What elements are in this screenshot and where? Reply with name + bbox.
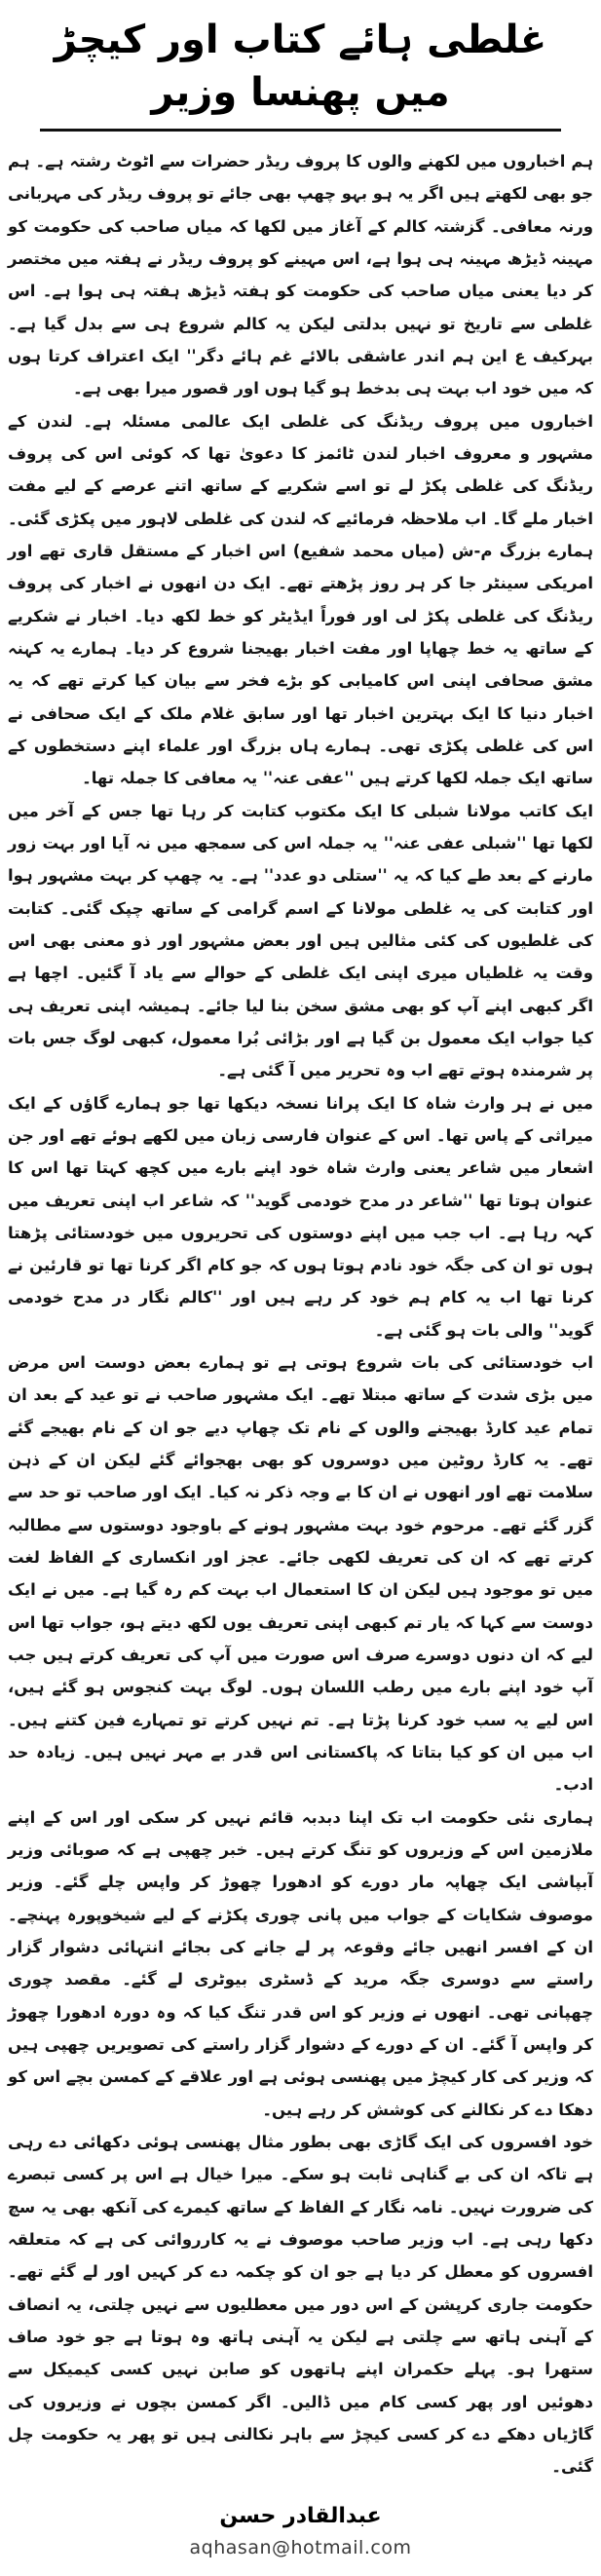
article-paragraph: ہم اخباروں میں لکھنے والوں کا پروف ریڈر حضرات سے اٹوٹ رشتہ ہے۔ ہم جو بھی لکھتے ہیں اگر یہ ہو بہو چھپ بھی جائے تو پروف ریڈر کی مہربانی ورنہ معافی۔ گزشتہ کالم کے آغاز میں لکھا کہ میاں صاحب کی حکومت کو مہینہ ڈیڑھ مہینہ ہی ہوا ہے، اس مہینے کو پروف ریڈر نے ہفتہ میں مختصر کر دیا یعنی میاں صاحب کی حکومت کو ہفتہ ڈیڑھ ہفتہ ہی ہوا ہے۔ اس غلطی سے تاریخ تو نہیں بدلتی لیکن یہ کالم شروع ہی سے بدل گیا ہے۔ بہرکیف ع این ہم اندر عاشقی بالائے غم ہائے دگر'' ایک اعتراف کرتا ہوں کہ میں خود اب بہت ہی بدخط ہو گیا ہوں اور قصور میرا بھی ہے۔ bbox=[8, 152, 593, 398]
author-signature: عبدالقادر حسن bbox=[219, 2503, 382, 2528]
article-paragraph: ہماری نئی حکومت اب تک اپنا دبدبہ قائم نہیں کر سکی اور اس کے اپنے ملازمین اس کے وزیروں کو تنگ کرتے ہیں۔ خبر چھپی ہے کہ صوبائی وزیر آبپاشی ایک چھاپہ مار دورے کو ادھورا چھوڑ کر واپس چلے گئے۔ وزیر موصوف شکایات کے جواب میں پانی چوری پکڑنے کے لیے شیخوپورہ پہنچے۔ ان کے افسر انھیں جائے وقوعہ پر لے جانے کی بجائے انتہائی دشوار گزار راستے سے دوسری جگہ مرید کے ڈسٹری بیوٹری لے گئے۔ مقصد چوری چھپانی تھی۔ انھوں نے وزیر کو اس قدر تنگ کیا کہ وہ دورہ ادھورا چھوڑ کر واپس آ گئے۔ ان کے دورے کے دشوار گزار راستے کی تصویریں چھپی ہیں کہ وزیر کی کار کیچڑ میں پھنسی ہوئی ہے اور علاقے کے کمسن بچے اس کو دھکا دے کر نکالنے کی کوشش کر رہے ہیں۔ bbox=[8, 1807, 593, 2119]
article-paragraph: خود افسروں کی ایک گاڑی بھی بطور مثال پھنسی ہوئی دکھائی دے رہی ہے تاکہ ان کی بے گناہی ثابت ہو سکے۔ میرا خیال ہے اس پر کسی تبصرے کی ضرورت نہیں۔ نامہ نگار کے الفاظ کے ساتھ کیمرے کی آنکھ بھی یہ سچ دکھا رہی ہے۔ اب وزیر صاحب موصوف نے یہ کارروائی کی ہے کہ متعلقہ افسروں کو معطل کر دیا ہے جو ان کو چکمہ دے کر کہیں اور لے گئے تھے۔ حکومت جاری کرپشن کے اس دور میں معطلیوں سے نہیں چلتی، یہ انصاف کے آہنی ہاتھ سے چلتی ہے لیکن یہ آہنی ہاتھ وہ ہوتا ہے جو خود صاف ستھرا ہو۔ پہلے حکمران اپنے ہاتھوں کو صابن نہیں کسی کیمیکل سے دھوئیں اور پھر کسی کام میں ڈالیں۔ اگر کمسن بچوں نے وزیروں کی گاڑیاں دھکے دے کر کسی کیچڑ سے باہر نکالنی ہیں تو پھر یہ حکومت چل گئی۔ bbox=[8, 2133, 593, 2477]
byline bbox=[8, 2499, 593, 2558]
article-body bbox=[8, 145, 593, 2483]
title-divider bbox=[40, 129, 561, 132]
article-paragraph: اب خودستائی کی بات شروع ہوتی ہے تو ہمارے بعض دوست اس مرض میں بڑی شدت کے ساتھ مبتلا تھے۔ ایک مشہور صاحب نے تو عید کے بعد ان تمام عید کارڈ بھیجنے والوں کے نام تک چھاپ دیے جو ان کے نام بھیجے گئے تھے۔ یہ کارڈ روٹین میں دوسروں کو بھی بھجوائے گئے لیکن ان کے ذہن سلامت تھے اور انھوں نے ان کا بے وجہ ذکر نہ کیا۔ ایک اور صاحب تو حد سے گزر گئے تھے۔ مرحوم خود بہت مشہور ہونے کے باوجود دوستوں سے مطالبہ کرتے تھے کہ ان کی تعریف لکھی جائے۔ عجز اور انکساری کے الفاظ لغت میں تو موجود ہیں لیکن ان کا استعمال اب بہت کم رہ گیا ہے۔ میں نے ایک دوست سے کہا کہ یار تم کبھی اپنی تعریف یوں لکھ دیتے ہو، جواب تھا اس لیے کہ ان دنوں دوسرے صرف اس صورت میں آپ کی تعریف کرتے ہیں جب آپ خود اپنے بارے میں رطب اللسان ہوں۔ لوگ بہت کنجوس ہو گئے ہیں، اس لیے یہ سب خود کرنا پڑتا ہے۔ تم نہیں کرتے تو تمہارے فین کتنے ہیں۔ اب میں ان کو کیا بتاتا کہ پاکستانی اس قدر بے مہر نہیں ہیں۔ زیادہ حد ادب۔ bbox=[8, 1353, 593, 1795]
article-paragraph: اخباروں میں پروف ریڈنگ کی غلطی ایک عالمی مسئلہ ہے۔ لندن کے مشہور و معروف اخبار لندن ٹائمز کا دعویٰ تھا کہ کوئی اس کی پروف ریڈنگ کی غلطی پکڑ لے تو اسے شکریے کے ساتھ اتنے عرصے کے لیے مفت اخبار ملے گا۔ اب ملاحظہ فرمائیے کہ لندن کی غلطی لاہور میں پکڑی گئی۔ ہمارے بزرگ م-ش (میاں محمد شفیع) اس اخبار کے مستقل قاری تھے اور امریکی سینٹر جا کر ہر روز پڑھتے تھے۔ ایک دن انھوں نے اخبار کی پروف ریڈنگ کی غلطی پکڑ لی اور فوراً ایڈیٹر کو خط لکھ دیا۔ اخبار نے شکریے کے ساتھ یہ خط چھاپا اور مفت اخبار بھیجنا شروع کر دیا۔ ہمارے یہ کہنہ مشق صحافی اپنی اس کامیابی کو بڑے فخر سے بیان کیا کرتے تھے کہ یہ اخبار دنیا کا ایک بہترین اخبار تھا اور سابق غلام ملک کے ایک صحافی نے اس کی غلطی پکڑی تھی۔ ہمارے ہاں بزرگ اور علماء اپنے دستخطوں کے ساتھ ایک جملہ لکھا کرتے ہیں ''عفی عنہ'' یہ معافی کا جملہ تھا۔ bbox=[8, 411, 593, 788]
masthead bbox=[8, 6, 593, 132]
article-title: غلطی ہائے کتاب اور کیچڑ میں پھنسا وزیر bbox=[54, 18, 547, 115]
article-paragraph: ایک کاتب مولانا شبلی کا ایک مکتوب کتابت کر رہا تھا جس کے آخر میں لکھا تھا ''شبلی عفی عنہ'' یہ جملہ اس کی سمجھ میں نہ آیا اور بہت زور مارنے کے بعد طے کیا کہ یہ ''ستلی دو عدد'' ہے۔ یہ چھپ کر بہت مشہور ہوا اور کتابت کی یہ غلطی مولانا کے اسم گرامی کے ساتھ چپک گئی۔ کتابت کی غلطیوں کی کئی مثالیں ہیں اور بعض مشہور اور ذو معنی بھی اس وقت یہ غلطیاں میری اپنی ایک غلطی کے حوالے سے یاد آ گئیں۔ اچھا ہے اگر کبھی اپنے آپ کو بھی مشق سخن بنا لیا جائے۔ ہمیشہ اپنی تعریف ہی کیا جواب ایک معمول بن گیا ہے اور بڑائی بُرا معمول، کبھی لوگ جس بات پر شرمندہ ہوتے تھے اب وہ تحریر میں آ گئی ہے۔ bbox=[8, 801, 593, 1080]
author-email: aqhasan@hotmail.com bbox=[189, 2536, 412, 2558]
article-paragraph: میں نے ہر وارث شاہ کا ایک پرانا نسخہ دیکھا تھا جو ہمارے گاؤں کے ایک میراثی کے پاس تھا۔ اس کے عنوان فارسی زبان میں لکھے ہوئے تھے اور جن اشعار میں شاعر یعنی وارث شاہ خود اپنے بارے میں کچھ کہتا تھا اس کا عنوان ہوتا تھا ''شاعر در مدح خودمی گوید'' کہ شاعر اب اپنی تعریف میں کہہ رہا ہے۔ اب جب میں اپنے دوستوں کی تحریروں میں خودستائی پڑھتا ہوں تو ان کی جگہ خود نادم ہوتا ہوں کہ جو کام اگر کرنا تھا تو قارئین نے کرنا تھا اب یہ کام ہم خود کر رہے ہیں اور ''کالم نگار در مدح خودمی گوید'' والی بات ہو گئی ہے۔ bbox=[8, 1093, 593, 1340]
